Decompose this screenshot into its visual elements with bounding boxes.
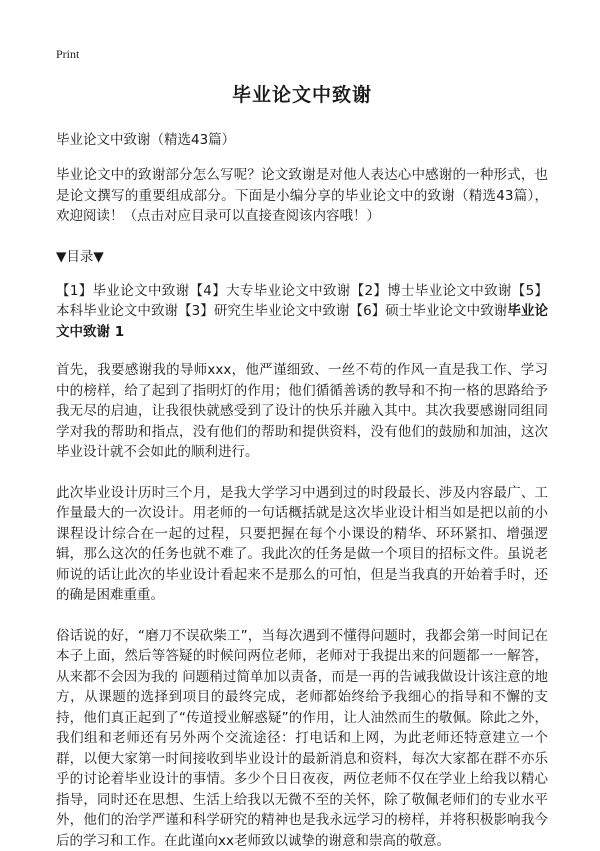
page-title: 毕业论文中致谢 bbox=[56, 82, 548, 108]
toc-heading: ▼目录▼ bbox=[56, 247, 548, 267]
table-of-contents bbox=[56, 281, 548, 343]
toc-link-2[interactable]: 【2】博士毕业论文中致谢 bbox=[351, 283, 512, 299]
intro-paragraph: 毕业论文中的致谢部分怎么写呢？论文致谢是对他人表达心中感谢的一种形式，也是论文撰写的重要组成部分。下面是小编分享的毕业论文中的致谢（精选43篇），欢迎阅读！（点击对应目录可以直接查阅该内容哦！） bbox=[56, 165, 548, 227]
toc-link-3[interactable]: 【3】研究生毕业论文中致谢 bbox=[178, 303, 349, 319]
document-subtitle: 毕业论文中致谢（精选43篇） bbox=[56, 130, 548, 150]
body-paragraph-2: 此次毕业设计历时三个月，是我大学学习中遇到过的时段最长、涉及内容最广、工作量最大的一次设计。用老师的一句话概括就是这次毕业设计相当如是把以前的小课程设计综合在一起的过程，只要把握在每个小课设的精华、环环紧扣、增强逻辑，那么这次的任务也就不难了。我此次的任务是做一个项目的招标文件。虽说老师说的话让此次的毕业设计看起来不是那么的可怕，但是当我真的开始着手时，还的确是困难重重。 bbox=[56, 483, 548, 606]
toc-link-4[interactable]: 【4】大专毕业论文中致谢 bbox=[189, 283, 350, 299]
toc-link-1[interactable]: 【1】毕业论文中致谢 bbox=[56, 283, 189, 299]
print-link[interactable]: Print bbox=[56, 47, 79, 62]
section-title: 毕业论文中致谢 1 bbox=[56, 303, 548, 340]
toc-link-6[interactable]: 【6】硕士毕业论文中致谢 bbox=[350, 303, 508, 319]
toc-link-5[interactable]: 【5】本科毕业论文中致谢 bbox=[56, 283, 548, 320]
body-paragraph-3: 俗话说的好，“磨刀不误砍柴工”，当每次遇到不懂得问题时，我都会第一时间记在本子上面，然后等答疑的时候问两位老师，老师对于我提出来的问题都一一解答，从来都不会因为我的 问题稍过简单加以责备，而是一再的告诫我做设计该注意的地方，从课题的选择到项目的最终完成，老师都始终给予我细心的指导和不懈的支持，他们真正起到了“传道授业解惑疑”的作用，让人油然而生的敬佩。除此之外，我们组和老师还有另外两个交流途径：打电话和上网，为此老师还特意建立一个群，以便大家第一时间接收到毕业设计的最新消息和资料，每次大家都在群不亦乐乎的讨论着毕业设计的事情。多少个日日夜夜，两位老师不仅在学业上给我以精心指导，同时还在思想、生活上给我以无微不至的关怀，除了敬佩老师们的专业水平外，他们的治学严谨和科学研究的精神也是我永远学习的榜样，并将积极影响我今后的学习和工作。在此谨向xx老师致以诚挚的谢意和崇高的敬意。 bbox=[56, 626, 548, 851]
body-paragraph-1: 首先，我要感谢我的导师xxx，他严谨细致、一丝不苟的作风一直是我工作、学习中的榜样，给了起到了指明灯的作用；他们循循善诱的教导和不拘一格的思路给予我无尽的启迪，让我很快就感受到了设计的快乐并融入其中。其次我要感谢同组同学对我的帮助和指点，没有他们的帮助和提供资料，没有他们的鼓励和加油，这次毕业设计就不会如此的顺利进行。 bbox=[56, 360, 548, 463]
